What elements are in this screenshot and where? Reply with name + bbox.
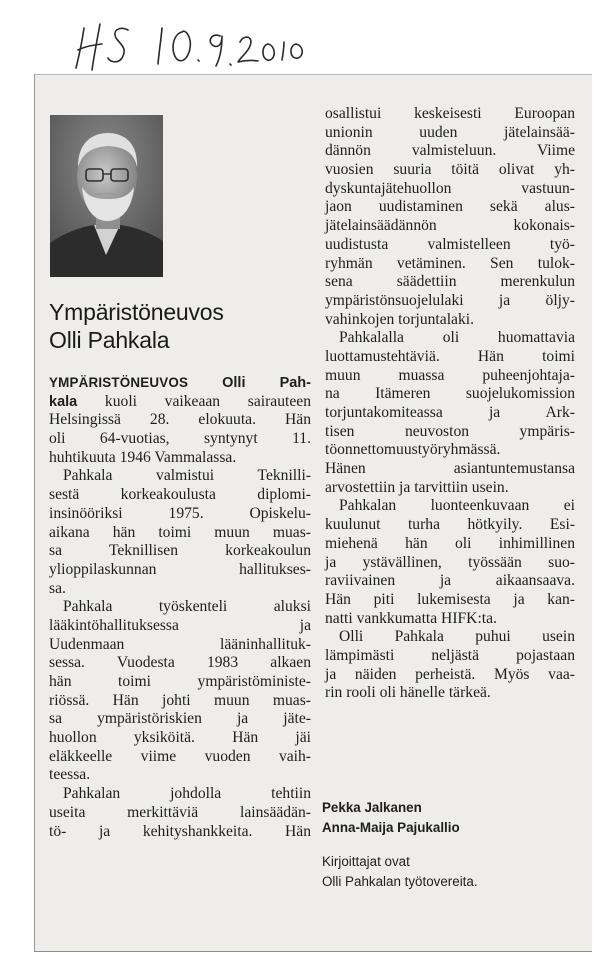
handwritten-date-note [70, 6, 310, 76]
article-text-line: sessa. Vuodesta 1983 alkaen [49, 654, 311, 672]
portrait-photo [50, 115, 163, 277]
headline-line-2: Olli Pahkala [49, 327, 170, 353]
article-text-line: luottamustehtäviä. Hän toimi [325, 347, 575, 365]
article-text-line: Hän piti lukemisesta ja kan- [325, 590, 575, 608]
article-text-line: jaon uudistaminen sekä alus- [325, 198, 575, 216]
article-text: kuoli vaikeaan sairauteen [77, 392, 311, 410]
clipping-edge-top [34, 74, 592, 75]
article-text-line: uudistusta valmistelleen työ- [325, 235, 575, 253]
article-text-line: muun muassa puheenjohtaja- [325, 366, 575, 384]
article-text-line: rin rooli oli hänelle tärkeä. [325, 684, 491, 702]
lead-in-bold-text: YMPÄRISTÖNEUVOS [49, 375, 223, 390]
article-text-line: sestä korkeakoulusta diplomi- [49, 486, 311, 504]
article-text-line [49, 393, 311, 412]
article-text-line: raviivainen ja aikaansaava. [325, 572, 575, 590]
article-text-line: eläkkeelle viime vuoden vaih- [49, 747, 311, 765]
writers-note-line-1: Kirjoittajat ovat [322, 854, 410, 869]
author-name-1: Pekka Jalkanen [322, 800, 422, 815]
author-signature [322, 798, 582, 838]
article-text-line: natti vankkumatta HIFK:ta. [325, 609, 497, 627]
headline-line-1: Ympäristöneuvos [49, 299, 224, 325]
article-text-line: ja näiden perheistä. Myös vaa- [325, 665, 575, 683]
article-text-line: osallistui keskeisesti Euroopan [325, 105, 575, 122]
lead-in-bold-text: Olli Pah- [222, 375, 311, 391]
article-text-line: lämpimästi neljästä pojastaan [325, 646, 575, 664]
clipping-edge-left [34, 74, 35, 952]
article-text-line: oli 64-vuotias, syntynyt 11. [49, 430, 311, 448]
article-text-line: ympäristönsuojelulaki ja öljy- [325, 291, 575, 309]
article-text-line: miehenä hän oli inhimillinen [325, 534, 575, 552]
article-text-line: riössä. Hän johti muun muas- [49, 691, 311, 709]
writers-note [322, 852, 582, 892]
article-text-line: sa. [49, 579, 66, 597]
article-text-line: kuulunut turha hötkyily. Esi- [325, 516, 575, 534]
article-text-line: Pahkala valmistui Teknilli- [63, 467, 311, 485]
article-text-line: huollon yksiköitä. Hän jäi [49, 729, 311, 747]
article-text-line: sena säädettiin merenkulun [325, 273, 575, 291]
article-text-line: teessa. [49, 766, 91, 784]
article-text-line: Pahkalalla oli huomattavia [339, 329, 575, 347]
article-text-line [49, 374, 311, 393]
article-text-line: torjuntakomiteassa ja Ark- [325, 404, 575, 421]
article-text-line: jätelainsäädännön kokonais- [325, 217, 575, 235]
article-text-line: insinööriksi 1975. Opiskelu- [49, 504, 311, 522]
article-text-line: Uudenmaan lääninhallituk- [49, 635, 311, 653]
article-text-line: Olli Pahkala puhui usein [339, 628, 575, 646]
article-text-line: vuosien suuria töitä olivat yh- [325, 161, 575, 179]
article-text-line: Hänen asiantuntemustansa [325, 460, 575, 478]
article-text-line: Helsingissä 28. elokuuta. Hän [49, 411, 311, 429]
article-text-line: na Itämeren suojelukomission [325, 385, 575, 403]
article-text-line: tisen neuvoston ympäris- [325, 422, 575, 440]
article-text-line: useita merkittäviä lainsäädän- [49, 803, 311, 821]
article-text-line: unionin uuden jätelainsää- [325, 123, 575, 141]
article-text-line: sa Teknillisen korkeakoulun [49, 542, 311, 560]
handwritten-date-strokes [70, 6, 310, 76]
article-column-left [49, 374, 311, 841]
article-text-line: hän toimi ympäristöministe- [49, 673, 311, 690]
portrait-photo-icon [50, 115, 163, 277]
article-text-line: Pahkalan luonteenkuvaan ei [339, 497, 575, 515]
article-text-line: arvostettiin ja tarvittiin usein. [325, 478, 509, 496]
article-text-line: ja ystävällinen, työssään suo- [325, 553, 575, 571]
author-name-2: Anna-Maija Pajukallio [322, 820, 460, 835]
article-text-line: huhtikuuta 1946 Vammalassa. [49, 448, 237, 466]
article-text-line: aikana hän toimi muun muas- [49, 523, 311, 541]
article-text-line: vahinkojen torjuntalaki. [325, 310, 474, 328]
article-text-line: ryhmän vetäminen. Sen tulok- [325, 254, 575, 272]
article-headline [49, 298, 299, 354]
article-text-line: ylioppilaskunnan hallitukses- [49, 560, 311, 578]
article-text-line: tö- ja kehityshankkeita. Hän [49, 822, 311, 840]
article-text-line: Pahkalan johdolla tehtiin [63, 785, 311, 803]
article-text-line: dyskuntajätehuollon vastuun- [325, 179, 575, 197]
article-text-line: dännön valmisteluun. Viime [325, 142, 575, 160]
lead-in-bold-text: kala [49, 393, 78, 410]
article-text-line: Pahkala työskenteli aluksi [63, 598, 311, 616]
article-column-right [325, 105, 575, 703]
article-text-line: sa ympäristöriskien ja jäte- [49, 710, 311, 728]
writers-note-line-2: Olli Pahkalan työtovereita. [322, 874, 478, 889]
clipping-edge-bottom [34, 951, 592, 952]
article-text-line: töonnettomuustyöryhmässä. [325, 441, 501, 459]
article-text-line: lääkintöhallituksessa ja [49, 616, 311, 634]
